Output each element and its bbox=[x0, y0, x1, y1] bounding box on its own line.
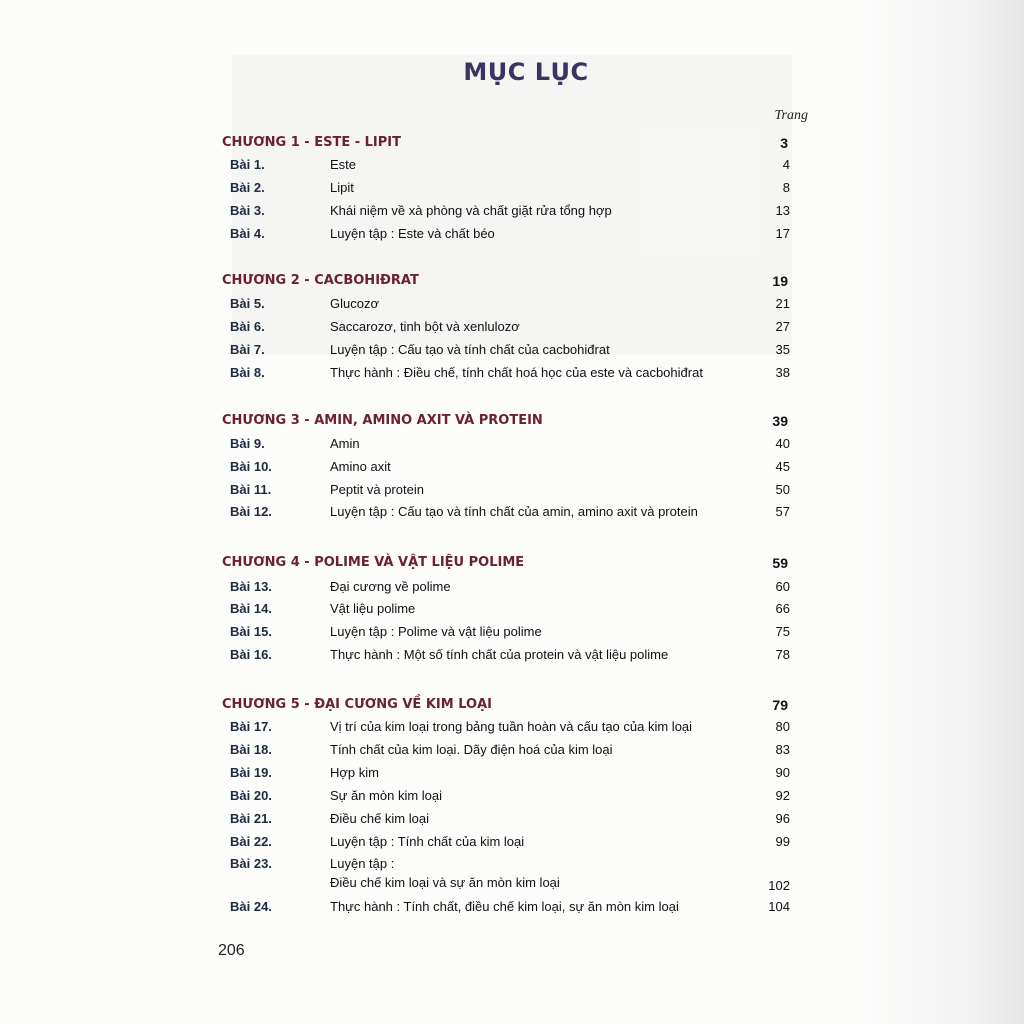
page-title: MỤC LỤC bbox=[463, 58, 589, 86]
lesson-page: 4 bbox=[782, 157, 790, 172]
chapter-page: 39 bbox=[772, 413, 788, 429]
chapter-title: CHƯƠNG 2 - CACBOHIĐRAT bbox=[222, 273, 419, 288]
lesson-page: 104 bbox=[768, 899, 790, 914]
lesson-number: Bài 20. bbox=[230, 788, 272, 803]
lesson-number: Bài 15. bbox=[230, 624, 272, 639]
lesson-title: Luyện tập : Cấu tạo và tính chất của amin, amino axit và protein bbox=[330, 504, 698, 519]
chapter-title: CHƯƠNG 5 - ĐẠI CƯƠNG VỀ KIM LOẠI bbox=[222, 697, 492, 712]
lesson-number: Bài 1. bbox=[230, 157, 265, 172]
lesson-title: Amin bbox=[330, 436, 360, 451]
lesson-row bbox=[230, 742, 790, 762]
chapter-heading bbox=[222, 135, 788, 155]
lesson-row bbox=[230, 157, 790, 177]
lesson-title: Thực hành : Một số tính chất của protein và vật liệu polime bbox=[330, 647, 669, 662]
lesson-page: 17 bbox=[775, 226, 790, 241]
chapter-heading bbox=[222, 413, 788, 433]
lesson-number: Bài 10. bbox=[230, 459, 272, 474]
lesson-page: 27 bbox=[775, 319, 790, 334]
lesson-row bbox=[230, 226, 790, 246]
lesson-number: Bài 18. bbox=[230, 742, 272, 757]
lesson-title: Đại cương về polime bbox=[330, 579, 451, 594]
lesson-page: 90 bbox=[775, 765, 790, 780]
page-edge-shadow bbox=[854, 0, 1024, 1024]
chapter-title: CHƯƠNG 3 - AMIN, AMINO AXIT VÀ PROTEIN bbox=[222, 413, 543, 428]
lesson-title: Tính chất của kim loại. Dãy điện hoá của kim loại bbox=[330, 742, 613, 757]
lesson-number: Bài 6. bbox=[230, 319, 265, 334]
lesson-page: 96 bbox=[775, 811, 790, 826]
lesson-page: 57 bbox=[775, 504, 790, 519]
lesson-page: 102 bbox=[768, 878, 790, 893]
lesson-row bbox=[230, 342, 790, 362]
lesson-title: Vị trí của kim loại trong bảng tuần hoàn và cấu tạo của kim loại bbox=[330, 719, 693, 734]
lesson-page: 45 bbox=[775, 459, 790, 474]
lesson-row bbox=[230, 788, 790, 808]
page-column-label: Trang bbox=[774, 108, 808, 123]
chapter-page: 79 bbox=[772, 697, 788, 713]
lesson-page: 83 bbox=[775, 742, 790, 757]
lesson-row bbox=[230, 203, 790, 223]
lesson-page: 21 bbox=[775, 296, 790, 311]
lesson-page: 13 bbox=[775, 203, 790, 218]
page-number: 206 bbox=[218, 942, 245, 959]
lesson-number: Bài 2. bbox=[230, 180, 265, 195]
chapter-heading bbox=[222, 697, 788, 717]
lesson-number: Bài 22. bbox=[230, 834, 272, 849]
lesson-number: Bài 4. bbox=[230, 226, 265, 241]
lesson-number: Bài 17. bbox=[230, 719, 272, 734]
lesson-number: Bài 3. bbox=[230, 203, 265, 218]
lesson-title bbox=[330, 856, 560, 890]
lesson-row bbox=[230, 765, 790, 785]
lesson-row bbox=[230, 856, 790, 898]
lesson-title: Saccarozơ, tinh bột và xenlulozơ bbox=[330, 319, 520, 334]
lesson-title: Este bbox=[330, 157, 357, 172]
lesson-page: 92 bbox=[775, 788, 790, 803]
lesson-number: Bài 5. bbox=[230, 296, 265, 311]
lesson-number: Bài 7. bbox=[230, 342, 265, 357]
lesson-number: Bài 14. bbox=[230, 601, 272, 616]
lesson-number: Bài 16. bbox=[230, 647, 272, 662]
lesson-page: 78 bbox=[775, 647, 790, 662]
lesson-title: Thực hành : Tính chất, điều chế kim loại, sự ăn mòn kim loại bbox=[330, 899, 679, 914]
lesson-row bbox=[230, 647, 790, 667]
chapter-page: 59 bbox=[772, 555, 788, 571]
lesson-page: 99 bbox=[775, 834, 790, 849]
lesson-number: Bài 8. bbox=[230, 365, 265, 380]
lesson-page: 40 bbox=[775, 436, 790, 451]
lesson-row bbox=[230, 296, 790, 316]
lesson-title-line: Luyện tập : bbox=[330, 856, 395, 871]
lesson-title-line: Điều chế kim loại và sự ăn mòn kim loại bbox=[330, 875, 560, 890]
lesson-title: Peptit và protein bbox=[330, 482, 424, 497]
lesson-title: Điều chế kim loại bbox=[330, 811, 429, 826]
lesson-number: Bài 13. bbox=[230, 579, 272, 594]
lesson-title: Hợp kim bbox=[330, 765, 379, 780]
chapter-title: CHƯƠNG 1 - ESTE - LIPIT bbox=[222, 135, 401, 150]
lesson-page: 75 bbox=[775, 624, 790, 639]
lesson-page: 50 bbox=[775, 482, 790, 497]
lesson-number: Bài 19. bbox=[230, 765, 272, 780]
lesson-number: Bài 11. bbox=[230, 482, 272, 497]
lesson-number: Bài 21. bbox=[230, 811, 272, 826]
lesson-title: Luyện tập : Cấu tạo và tính chất của cacbohiđrat bbox=[330, 342, 610, 357]
lesson-row bbox=[230, 811, 790, 831]
lesson-row bbox=[230, 624, 790, 644]
lesson-title: Amino axit bbox=[330, 459, 391, 474]
lesson-title: Khái niệm về xà phòng và chất giặt rửa tổng hợp bbox=[330, 203, 612, 218]
lesson-title: Sự ăn mòn kim loại bbox=[330, 788, 443, 803]
lesson-title: Luyện tập : Tính chất của kim loại bbox=[330, 834, 525, 849]
lesson-title: Glucozơ bbox=[330, 296, 379, 311]
lesson-page: 35 bbox=[775, 342, 790, 357]
lesson-row bbox=[230, 899, 790, 919]
chapter-heading bbox=[222, 555, 788, 575]
lesson-title: Lipit bbox=[330, 180, 354, 195]
lesson-row bbox=[230, 504, 790, 524]
lesson-row bbox=[230, 436, 790, 456]
lesson-title: Luyện tập : Polime và vật liệu polime bbox=[330, 624, 542, 639]
lesson-title: Luyện tập : Este và chất béo bbox=[330, 226, 495, 241]
lesson-row bbox=[230, 834, 790, 854]
lesson-page: 60 bbox=[775, 579, 790, 594]
lesson-row bbox=[230, 601, 790, 621]
lesson-row bbox=[230, 319, 790, 339]
lesson-row bbox=[230, 482, 790, 502]
lesson-page: 66 bbox=[775, 601, 790, 616]
chapter-page: 19 bbox=[772, 273, 788, 289]
chapter-title: CHƯƠNG 4 - POLIME VÀ VẬT LIỆU POLIME bbox=[222, 555, 525, 570]
chapter-heading bbox=[222, 273, 788, 293]
lesson-row bbox=[230, 719, 790, 739]
lesson-number: Bài 24. bbox=[230, 899, 272, 914]
lesson-page: 38 bbox=[775, 365, 790, 380]
lesson-number: Bài 9. bbox=[230, 436, 265, 451]
lesson-row bbox=[230, 579, 790, 599]
lesson-page: 80 bbox=[775, 719, 790, 734]
lesson-number: Bài 23. bbox=[230, 856, 272, 871]
lesson-page: 8 bbox=[782, 180, 790, 195]
lesson-row bbox=[230, 180, 790, 200]
chapter-page: 3 bbox=[780, 135, 788, 151]
lesson-row bbox=[230, 365, 790, 385]
lesson-number: Bài 12. bbox=[230, 504, 272, 519]
lesson-title: Thực hành : Điều chế, tính chất hoá học của este và cacbohiđrat bbox=[330, 365, 703, 380]
lesson-row bbox=[230, 459, 790, 479]
lesson-title: Vật liệu polime bbox=[330, 601, 416, 616]
